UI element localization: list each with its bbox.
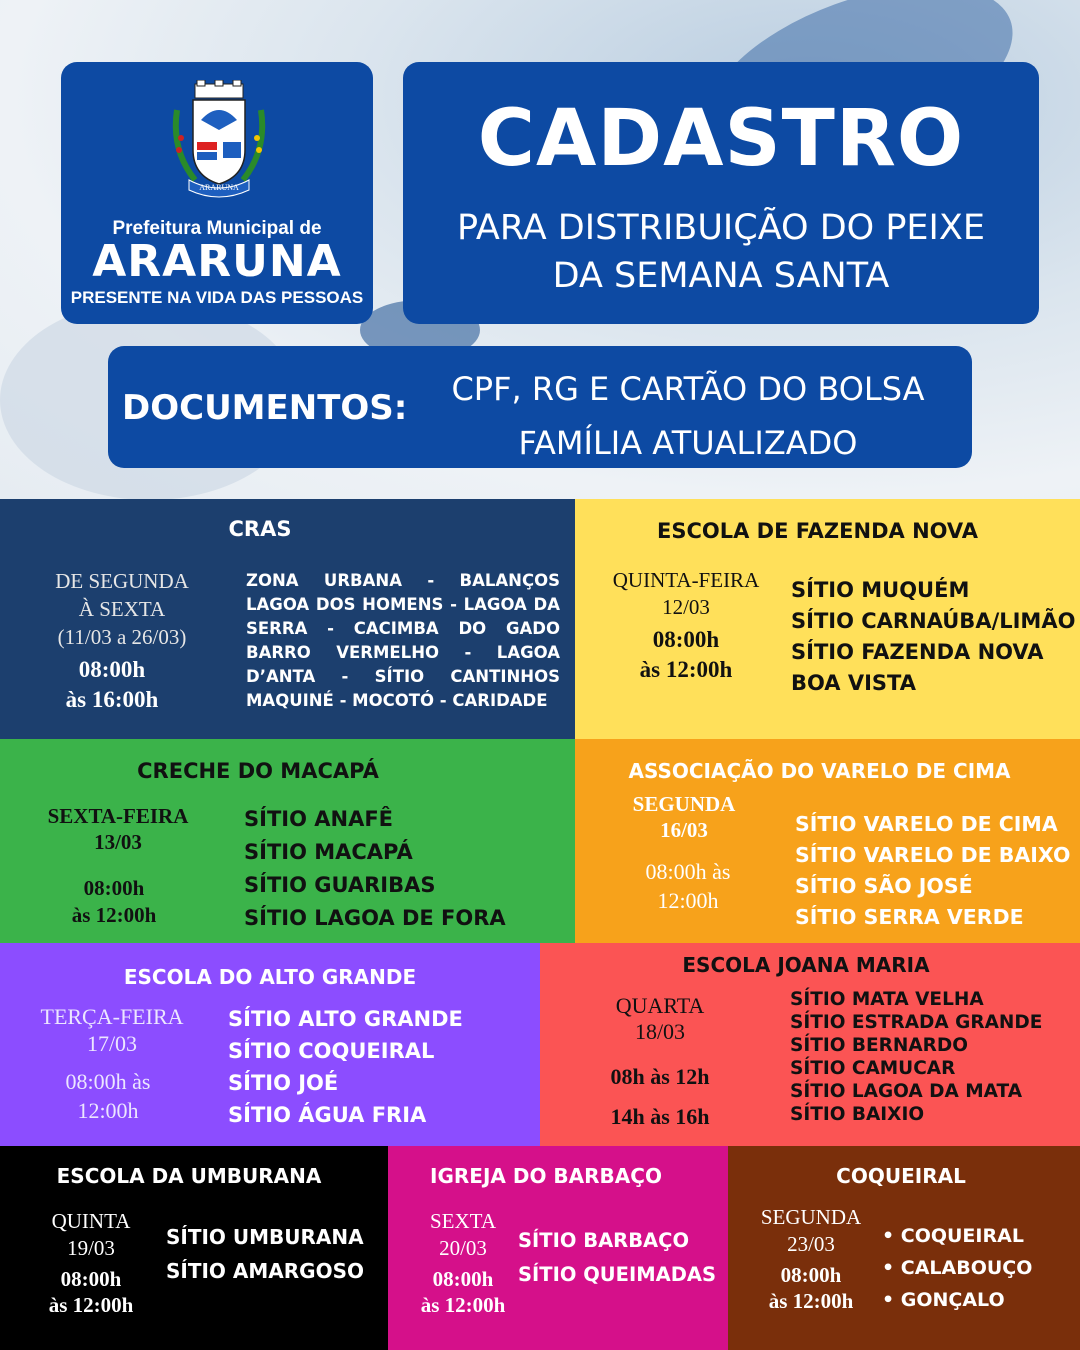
location-day: DE SEGUNDA À SEXTA (11/03 a 26/03)	[55, 569, 189, 649]
location-places	[882, 1220, 1032, 1316]
documents-panel	[108, 346, 972, 468]
subtitle-line-1: PARA DISTRIBUIÇÃO DO PEIXE	[457, 208, 985, 248]
location-places	[518, 1224, 716, 1292]
location-places	[795, 809, 1070, 933]
place-item: SÍTIO ÁGUA FRIA	[228, 1103, 427, 1127]
place-item: • GONÇALO	[882, 1289, 1005, 1311]
city-name: ARARUNA	[92, 236, 342, 287]
place-item: SÍTIO AMARGOSO	[166, 1259, 364, 1283]
place-item: SÍTIO MUQUÉM	[791, 578, 970, 602]
slogan: PRESENTE NA VIDA DAS PESSOAS	[70, 288, 364, 307]
place-item: SÍTIO JOÉ	[228, 1071, 339, 1095]
location-day: SEXTA-FEIRA 13/03	[47, 804, 189, 854]
location-title: COQUEIRAL	[836, 1164, 966, 1188]
location-card-fazenda-nova	[575, 499, 1080, 739]
location-time: 08h às 12h 14h às 16h	[610, 1064, 710, 1129]
place-item: SÍTIO BERNARDO	[790, 1035, 968, 1056]
crest-icon	[171, 80, 267, 200]
location-time: 08:00h às 12:00h	[645, 859, 731, 913]
location-time: 08:00h às 12:00h	[639, 627, 733, 682]
location-title: ESCOLA JOANA MARIA	[682, 953, 930, 977]
place-item: SÍTIO CAMUCAR	[790, 1058, 956, 1079]
place-item: SÍTIO BAIXIO	[790, 1104, 925, 1125]
location-day: SEGUNDA 23/03	[760, 1205, 862, 1256]
location-card-alto-grande	[0, 943, 540, 1146]
place-item: SÍTIO MACAPÁ	[244, 840, 413, 864]
logo-panel	[61, 62, 373, 324]
place-item: SÍTIO VARELO DE CIMA	[795, 812, 1058, 836]
title-panel	[403, 62, 1039, 324]
location-day: QUINTA-FEIRA 12/03	[612, 568, 760, 619]
subtitle	[403, 204, 1039, 300]
place-item: • COQUEIRAL	[882, 1225, 1024, 1247]
location-places: ZONA URBANA - BALANÇOS LAGOA DOS HOMENS - LAGOA DA SERRA - CACIMBA DO GADO BARRO VERMELHO - LAGOA D’ANTA - SÍTIO CANTINHOS MAQUINÉ - MOCOTÓ - CARIDADE	[246, 571, 560, 710]
location-places	[166, 1220, 364, 1288]
location-card-joana-maria	[540, 943, 1080, 1146]
location-day: TERÇA-FEIRA 17/03	[40, 1004, 184, 1056]
documents-line-2: FAMÍLIA ATUALIZADO	[518, 424, 858, 462]
subtitle-line-2: DA SEMANA SANTA	[552, 256, 890, 296]
location-time: 08:00h às 12:00h	[65, 1069, 151, 1123]
place-item: SÍTIO FAZENDA NOVA	[791, 640, 1044, 664]
location-title: CRECHE DO MACAPÁ	[137, 759, 379, 783]
location-card-barbaco	[388, 1146, 728, 1350]
svg-text:ARARUNA: ARARUNA	[199, 183, 239, 192]
place-item: • CALABOUÇO	[882, 1257, 1033, 1279]
place-item: SÍTIO ESTRADA GRANDE	[790, 1012, 1043, 1033]
place-item: SÍTIO BARBAÇO	[518, 1229, 690, 1252]
location-title: IGREJA DO BARBAÇO	[430, 1164, 662, 1188]
place-item: SÍTIO LAGOA DE FORA	[244, 906, 506, 930]
location-places	[791, 575, 1075, 699]
location-places	[790, 988, 1042, 1126]
place-item: SÍTIO VARELO DE BAIXO	[795, 843, 1071, 867]
location-title: ESCOLA DE FAZENDA NOVA	[656, 519, 979, 543]
location-day: SEGUNDA 16/03	[632, 792, 736, 842]
location-card-varelo	[575, 739, 1080, 943]
location-day: SEXTA 20/03	[430, 1209, 496, 1260]
place-item: SÍTIO SÃO JOSÉ	[795, 874, 973, 898]
documents-text	[428, 362, 948, 470]
location-title: ESCOLA DO ALTO GRANDE	[123, 965, 417, 989]
location-day: QUINTA 19/03	[51, 1209, 131, 1260]
location-card-coqueiral	[728, 1146, 1080, 1350]
location-time: 08:00h às 12:00h	[768, 1263, 854, 1313]
place-item: SÍTIO SERRA VERDE	[795, 905, 1024, 929]
place-item: SÍTIO COQUEIRAL	[228, 1039, 435, 1063]
page-title: CADASTRO	[477, 94, 965, 184]
place-item: SÍTIO QUEIMADAS	[518, 1263, 717, 1286]
location-day: QUARTA 18/03	[615, 993, 705, 1044]
location-time: 08:00h às 12:00h	[420, 1267, 506, 1317]
documents-label: DOCUMENTOS:	[122, 388, 408, 428]
place-item: SÍTIO ALTO GRANDE	[228, 1007, 463, 1031]
place-item: SÍTIO UMBURANA	[166, 1225, 364, 1249]
location-title: CRAS	[228, 517, 292, 541]
location-card-umburana	[0, 1146, 388, 1350]
location-card-macapa	[0, 739, 575, 943]
place-item: BOA VISTA	[791, 671, 916, 695]
org-line: Prefeitura Municipal de	[112, 218, 322, 239]
place-item: SÍTIO CARNAÚBA/LIMÃO	[791, 609, 1076, 633]
place-item: SÍTIO ANAFÊ	[244, 807, 394, 831]
location-card-cras	[0, 499, 575, 739]
location-time: 08:00h às 12:00h	[48, 1267, 134, 1317]
location-title: ESCOLA DA UMBURANA	[56, 1164, 322, 1188]
location-title: ASSOCIAÇÃO DO VARELO DE CIMA	[628, 759, 1011, 783]
location-places	[228, 1003, 463, 1131]
location-time: 08:00h às 12:00h	[71, 876, 157, 927]
location-time: 08:00h às 16:00h	[65, 657, 159, 712]
documents-line-1: CPF, RG E CARTÃO DO BOLSA	[451, 370, 925, 408]
location-places	[244, 803, 506, 935]
place-item: SÍTIO GUARIBAS	[244, 873, 436, 897]
place-item: SÍTIO LAGOA DA MATA	[790, 1081, 1023, 1102]
place-item: SÍTIO MATA VELHA	[790, 989, 984, 1010]
